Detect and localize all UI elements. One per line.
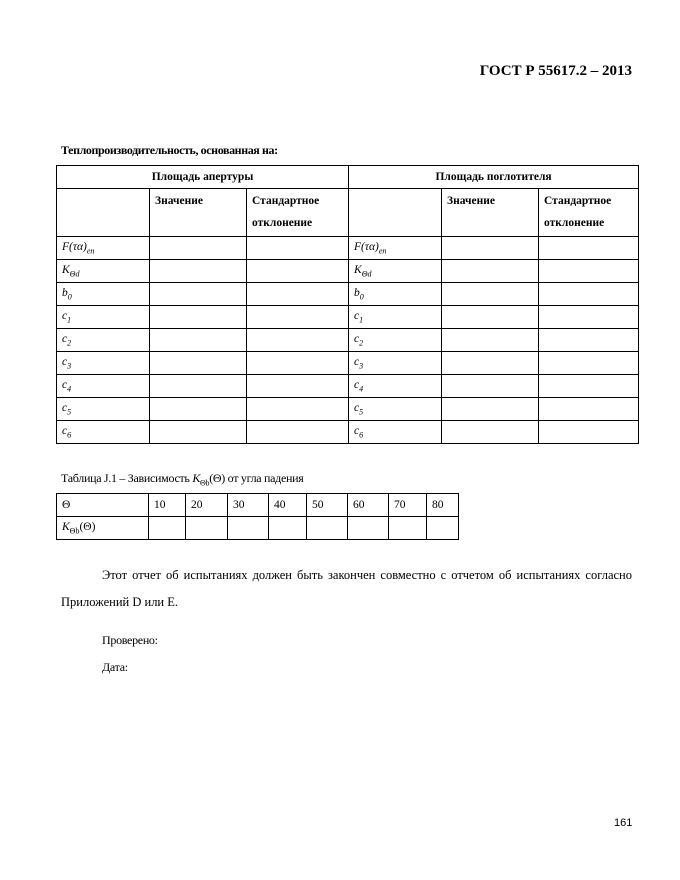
- k-theta-b-label: $K_{\Theta b}(\Theta)$: [57, 517, 149, 540]
- parameter-row: [57, 352, 639, 375]
- k-value-cell: [389, 517, 427, 540]
- parameter-symbol-cell: $F(\tau\alpha)_{en}$: [57, 237, 150, 260]
- k-value-cell: [186, 517, 228, 540]
- angle-cell: 10: [149, 494, 186, 517]
- value-column-header: Значение: [150, 189, 247, 237]
- section-title: Теплопроизводительность, основанная на:: [61, 143, 278, 157]
- angle-cell: 60: [348, 494, 389, 517]
- std-deviation-column-header: Стандартное отклонение: [539, 189, 639, 237]
- table-caption: Таблица J.1 – Зависимость $K_{\Theta b}(\Theta)$ от угла падения: [61, 471, 304, 488]
- angle-cell: 80: [427, 494, 459, 517]
- angle-cell: 70: [389, 494, 427, 517]
- value-cell: [150, 398, 247, 421]
- k-value-cell: [427, 517, 459, 540]
- document-standard-header: ГОСТ Р 55617.2 – 2013: [479, 63, 632, 79]
- parameter-symbol-cell: $c_4$: [57, 375, 150, 398]
- empty-header-cell: [349, 189, 442, 237]
- value-column-header: Значение: [442, 189, 539, 237]
- empty-header-cell: [57, 189, 150, 237]
- checked-by-label: Проверено:: [102, 633, 158, 647]
- std-deviation-cell: [539, 306, 639, 329]
- parameter-symbol-cell: $b_0$: [57, 283, 150, 306]
- std-deviation-cell: [247, 283, 349, 306]
- absorber-area-header: Площадь поглотителя: [349, 166, 639, 189]
- parameter-symbol-cell: $K_{\Theta d}$: [57, 260, 150, 283]
- parameter-row: [57, 421, 639, 444]
- value-cell: [150, 421, 247, 444]
- std-deviation-cell: [539, 421, 639, 444]
- value-cell: [442, 260, 539, 283]
- parameter-symbol-cell: $c_6$: [349, 421, 442, 444]
- parameter-row: [57, 398, 639, 421]
- parameter-symbol-cell: $c_1$: [57, 306, 150, 329]
- k-value-cell: [149, 517, 186, 540]
- std-deviation-cell: [247, 306, 349, 329]
- std-deviation-cell: [247, 352, 349, 375]
- value-cell: [442, 398, 539, 421]
- parameter-row: [57, 260, 639, 283]
- std-deviation-cell: [247, 421, 349, 444]
- std-deviation-cell: [539, 352, 639, 375]
- value-cell: [442, 421, 539, 444]
- angle-cell: 20: [186, 494, 228, 517]
- value-cell: [442, 306, 539, 329]
- parameter-symbol-cell: $b_0$: [349, 283, 442, 306]
- std-deviation-cell: [247, 329, 349, 352]
- parameter-symbol-cell: $c_1$: [349, 306, 442, 329]
- date-label: Дата:: [102, 660, 128, 674]
- value-cell: [150, 260, 247, 283]
- value-cell: [442, 283, 539, 306]
- std-deviation-cell: [539, 329, 639, 352]
- value-cell: [150, 352, 247, 375]
- k-value-cell: [307, 517, 348, 540]
- parameter-row: [57, 375, 639, 398]
- parameter-row: [57, 329, 639, 352]
- std-deviation-cell: [247, 237, 349, 260]
- incidence-angle-table: [56, 493, 459, 540]
- parameter-symbol-cell: $c_6$: [57, 421, 150, 444]
- std-deviation-cell: [539, 283, 639, 306]
- angle-cell: 30: [228, 494, 269, 517]
- k-value-cell: [269, 517, 307, 540]
- aperture-area-header: Площадь апертуры: [57, 166, 349, 189]
- parameter-symbol-cell: $c_5$: [57, 398, 150, 421]
- value-cell: [150, 375, 247, 398]
- angle-cell: 50: [307, 494, 348, 517]
- parameter-symbol-cell: $F(\tau\alpha)_{en}$: [349, 237, 442, 260]
- value-cell: [442, 329, 539, 352]
- parameter-row: [57, 283, 639, 306]
- parameter-row: [57, 237, 639, 260]
- parameter-symbol-cell: $c_2$: [349, 329, 442, 352]
- parameter-symbol-cell: $c_3$: [349, 352, 442, 375]
- k-value-cell: [348, 517, 389, 540]
- value-cell: [442, 375, 539, 398]
- value-cell: [150, 283, 247, 306]
- value-cell: [150, 329, 247, 352]
- parameter-symbol-cell: $c_2$: [57, 329, 150, 352]
- value-cell: [150, 306, 247, 329]
- std-deviation-cell: [247, 260, 349, 283]
- std-deviation-cell: [539, 375, 639, 398]
- angle-cell: 40: [269, 494, 307, 517]
- std-deviation-cell: [247, 375, 349, 398]
- value-cell: [150, 237, 247, 260]
- parameter-symbol-cell: $c_5$: [349, 398, 442, 421]
- value-cell: [442, 237, 539, 260]
- std-deviation-cell: [247, 398, 349, 421]
- std-deviation-column-header: Стандартное отклонение: [247, 189, 349, 237]
- value-cell: [442, 352, 539, 375]
- theta-label: Θ: [57, 494, 149, 517]
- parameter-row: [57, 306, 639, 329]
- std-deviation-cell: [539, 260, 639, 283]
- std-deviation-cell: [539, 237, 639, 260]
- parameter-symbol-cell: $c_4$: [349, 375, 442, 398]
- parameter-symbol-cell: $c_3$: [57, 352, 150, 375]
- efficiency-parameters-table: [56, 165, 639, 444]
- k-value-cell: [228, 517, 269, 540]
- parameter-symbol-cell: $K_{\Theta d}$: [349, 260, 442, 283]
- std-deviation-cell: [539, 398, 639, 421]
- page-number: 161: [614, 817, 633, 829]
- report-note-paragraph: Этот отчет об испытаниях должен быть закончен совместно с отчетом об испытаниях согласно Приложений D или E.: [61, 568, 632, 609]
